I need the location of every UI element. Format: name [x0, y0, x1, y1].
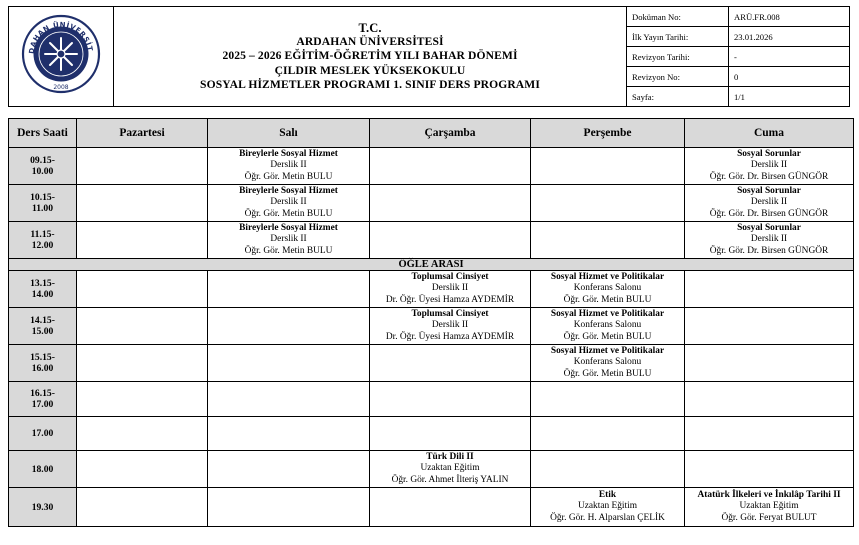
empty-cell — [208, 382, 370, 417]
day-header: Cuma — [685, 119, 854, 148]
title-line-5: SOSYAL HİZMETLER PROGRAMI 1. SINIF DERS PROGRAMI — [200, 77, 540, 91]
title-line-4: ÇILDIR MESLEK YÜKSEKOKULU — [274, 63, 466, 77]
empty-cell — [208, 345, 370, 382]
class-cell — [208, 222, 370, 259]
meta-label: Doküman No: — [627, 7, 729, 27]
empty-cell — [208, 308, 370, 345]
empty-cell — [208, 451, 370, 488]
class-cell — [370, 451, 531, 488]
empty-cell — [531, 382, 685, 417]
classroom: Derslik II — [270, 234, 307, 245]
empty-cell — [531, 451, 685, 488]
logo-text: DAHAN ÜNİVERSİT — [27, 20, 94, 55]
meta-label: İlk Yayın Tarihi: — [627, 27, 729, 47]
course-name: Etik — [598, 489, 617, 500]
meta-value: 23.01.2026 — [729, 27, 850, 47]
class-cell — [370, 271, 531, 308]
course-name: Sosyal Sorunlar — [737, 148, 801, 159]
empty-cell — [531, 417, 685, 451]
empty-cell — [685, 271, 854, 308]
instructor: Öğr. Gör. Metin BULU — [244, 171, 333, 182]
instructor: Öğr. Gör. Dr. Birsen GÜNGÖR — [709, 171, 829, 182]
empty-cell — [370, 345, 531, 382]
meta-label: Sayfa: — [627, 87, 729, 107]
classroom: Derslik II — [431, 320, 469, 331]
empty-cell — [208, 417, 370, 451]
classroom: Derslik II — [270, 160, 307, 171]
meta-row — [627, 67, 849, 87]
empty-cell — [77, 382, 208, 417]
empty-cell — [685, 382, 854, 417]
time-slot: 17.00 — [9, 417, 77, 451]
document-meta — [627, 7, 850, 107]
empty-cell — [370, 382, 531, 417]
time-slot: 13.15- 14.00 — [9, 271, 77, 308]
empty-cell — [77, 417, 208, 451]
course-name: Bireylerle Sosyal Hizmet — [239, 222, 338, 233]
time-slot: 09.15- 10.00 — [9, 148, 77, 185]
title-line-2: ARDAHAN ÜNİVERSİTESİ — [296, 35, 444, 49]
time-slot: 11.15- 12.00 — [9, 222, 77, 259]
empty-cell — [685, 345, 854, 382]
schedule-row — [9, 451, 854, 488]
course-name: Atatürk İlkeleri ve İnkılâp Tarihi II — [697, 489, 841, 500]
course-name: Sosyal Hizmet ve Politikalar — [550, 308, 665, 319]
meta-value: 0 — [729, 67, 850, 87]
meta-row — [627, 87, 849, 107]
empty-cell — [77, 222, 208, 259]
instructor: Öğr. Gör. Metin BULU — [563, 294, 652, 305]
classroom: Konferans Salonu — [573, 320, 642, 331]
schedule-table — [8, 118, 854, 527]
meta-row — [627, 27, 849, 47]
classroom: Uzaktan Eğitim — [739, 501, 799, 512]
lunch-break-label: ÖĞLE ARASI — [9, 259, 854, 271]
instructor: Dr. Öğr. Üyesi Hamza AYDEMİR — [385, 331, 515, 342]
empty-cell — [685, 417, 854, 451]
empty-cell — [208, 488, 370, 527]
instructor: Öğr. Gör. Dr. Birsen GÜNGÖR — [709, 208, 829, 219]
empty-cell — [531, 185, 685, 222]
course-name: Bireylerle Sosyal Hizmet — [239, 148, 338, 159]
class-cell — [685, 185, 854, 222]
course-name: Sosyal Sorunlar — [737, 185, 801, 196]
meta-row — [627, 7, 849, 27]
classroom: Derslik II — [750, 160, 788, 171]
classroom: Derslik II — [750, 197, 788, 208]
instructor: Öğr. Gör. Metin BULU — [563, 368, 652, 379]
empty-cell — [685, 308, 854, 345]
instructor: Dr. Öğr. Üyesi Hamza AYDEMİR — [385, 294, 515, 305]
time-slot: 16.15- 17.00 — [9, 382, 77, 417]
empty-cell — [77, 345, 208, 382]
class-cell — [685, 148, 854, 185]
schedule-row — [9, 382, 854, 417]
day-header: Salı — [208, 119, 370, 148]
empty-cell — [77, 148, 208, 185]
empty-cell — [531, 148, 685, 185]
course-name: Sosyal Hizmet ve Politikalar — [550, 271, 665, 282]
meta-value: - — [729, 47, 850, 67]
time-slot: 10.15- 11.00 — [9, 185, 77, 222]
class-cell — [370, 308, 531, 345]
logo-year: 2008 — [53, 84, 69, 91]
empty-cell — [370, 185, 531, 222]
empty-cell — [370, 417, 531, 451]
class-cell — [685, 488, 854, 527]
course-name: Toplumsal Cinsiyet — [411, 308, 489, 319]
schedule-row — [9, 417, 854, 451]
meta-label: Revizyon Tarihi: — [627, 47, 729, 67]
class-cell — [685, 222, 854, 259]
instructor: Öğr. Gör. Metin BULU — [244, 245, 333, 256]
classroom: Derslik II — [431, 283, 469, 294]
classroom: Uzaktan Eğitim — [420, 463, 480, 474]
schedule-row — [9, 185, 854, 222]
instructor: Öğr. Gör. Dr. Birsen GÜNGÖR — [709, 245, 829, 256]
day-header: Çarşamba — [370, 119, 531, 148]
time-slot: 18.00 — [9, 451, 77, 488]
day-header: Perşembe — [531, 119, 685, 148]
title-line-3: 2025 – 2026 EĞİTİM-ÖĞRETİM YILI BAHAR DÖNEMİ — [222, 49, 518, 63]
title-line-1: T.C. — [358, 20, 382, 35]
class-cell — [531, 345, 685, 382]
class-cell — [208, 185, 370, 222]
course-name: Sosyal Hizmet ve Politikalar — [550, 345, 665, 356]
instructor: Öğr. Gör. Metin BULU — [563, 331, 652, 342]
instructor: Öğr. Gör. Feryat BULUT — [721, 512, 817, 523]
classroom: Derslik II — [750, 234, 788, 245]
course-name: Türk Dili II — [426, 451, 474, 462]
instructor: Öğr. Gör. Ahmet İlteriş YALIN — [391, 474, 509, 485]
course-name: Toplumsal Cinsiyet — [411, 271, 489, 282]
time-column-header: Ders Saati — [9, 119, 77, 148]
course-name: Sosyal Sorunlar — [737, 222, 801, 233]
day-header: Pazartesi — [77, 119, 208, 148]
meta-label: Revizyon No: — [627, 67, 729, 87]
schedule-header-row — [9, 119, 854, 148]
meta-value: ARÜ.FR.008 — [729, 7, 850, 27]
schedule-row — [9, 308, 854, 345]
classroom: Konferans Salonu — [573, 357, 642, 368]
empty-cell — [370, 488, 531, 527]
logo-cell — [9, 7, 114, 107]
classroom: Derslik II — [270, 197, 307, 208]
time-slot: 19.30 — [9, 488, 77, 527]
schedule-row — [9, 345, 854, 382]
instructor: Öğr. Gör. Metin BULU — [244, 208, 333, 219]
document-header — [8, 6, 850, 107]
lunch-break-row — [9, 259, 854, 271]
empty-cell — [370, 148, 531, 185]
schedule-row — [9, 488, 854, 527]
meta-row — [627, 47, 849, 67]
time-slot: 14.15- 15.00 — [9, 308, 77, 345]
classroom: Uzaktan Eğitim — [577, 501, 638, 512]
empty-cell — [531, 222, 685, 259]
classroom: Konferans Salonu — [573, 283, 642, 294]
university-logo — [21, 14, 101, 94]
empty-cell — [208, 271, 370, 308]
empty-cell — [685, 451, 854, 488]
time-slot: 15.15- 16.00 — [9, 345, 77, 382]
empty-cell — [77, 488, 208, 527]
empty-cell — [77, 308, 208, 345]
schedule-row — [9, 222, 854, 259]
empty-cell — [77, 185, 208, 222]
empty-cell — [370, 222, 531, 259]
schedule-row — [9, 271, 854, 308]
class-cell — [531, 271, 685, 308]
class-cell — [208, 148, 370, 185]
schedule-row — [9, 148, 854, 185]
course-name: Bireylerle Sosyal Hizmet — [239, 185, 338, 196]
empty-cell — [77, 451, 208, 488]
class-cell — [531, 488, 685, 527]
meta-value: 1/1 — [729, 87, 850, 107]
empty-cell — [77, 271, 208, 308]
title-block — [114, 7, 627, 107]
class-cell — [531, 308, 685, 345]
instructor: Öğr. Gör. H. Alparslan ÇELİK — [550, 512, 665, 523]
